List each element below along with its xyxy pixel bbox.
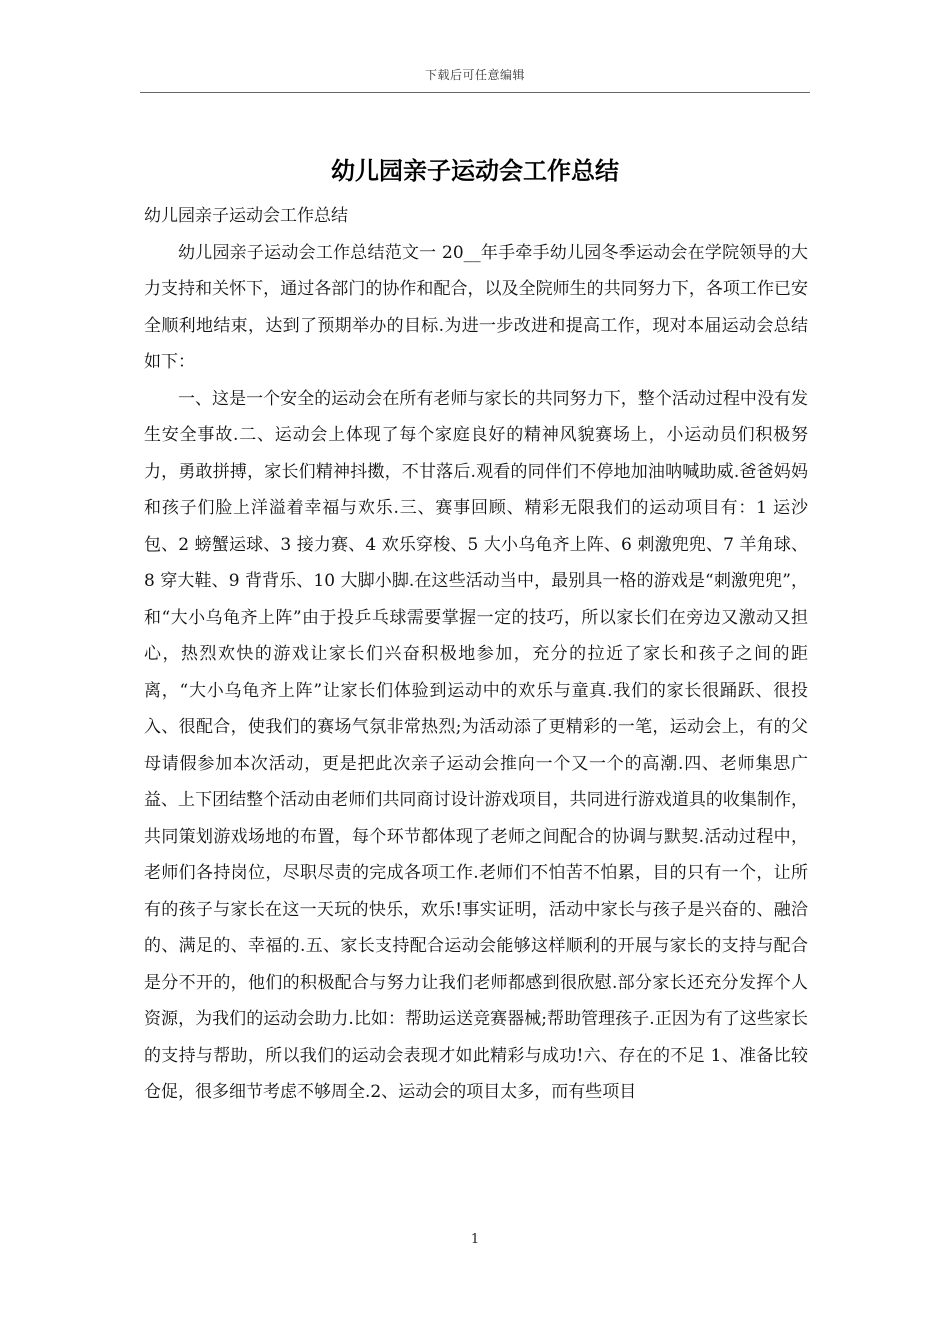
- document-title: 幼儿园亲子运动会工作总结: [331, 156, 619, 185]
- header-divider: [140, 92, 810, 93]
- paragraph-main: 一、这是一个安全的运动会在所有老师与家长的共同努力下，整个活动过程中没有发生安全事故.二、运动会上体现了每个家庭良好的精神风貌赛场上，小运动员们积极努力，勇敢拼搏，家长们精神抖擞，不甘落后.观看的同伴们不停地加油呐喊助威.爸爸妈妈和孩子们脸上洋溢着幸福与欢乐.三、赛事回顾、精彩无限我们的运动项目有：1 运沙包、2 螃蟹运球、3 接力赛、4 欢乐穿梭、5 大小乌龟齐上阵、6 刺激兜兜、7 羊角球、8 穿大鞋、9 背背乐、10 大脚小脚.在这些活动当中，最别具一格的游戏是“刺激兜兜”，和“大小乌龟齐上阵”由于投乒乓球需要掌握一定的技巧，所以家长们在旁边又激动又担心，热烈欢快的游戏让家长们兴奋积极地参加，充分的拉近了家长和孩子之间的距离，“大小乌龟齐上阵”让家长们体验到运动中的欢乐与童真.我们的家长很踊跃、很投入、很配合，使我们的赛场气氛非常热烈;为活动添了更精彩的一笔，运动会上，有的父母请假参加本次活动，更是把此次亲子运动会推向一个又一个的高潮.四、老师集思广益、上下团结整个活动由老师们共同商讨设计游戏项目，共同进行游戏道具的收集制作，共同策划游戏场地的布置，每个环节都体现了老师之间配合的协调与默契.活动过程中，老师们各持岗位，尽职尽责的完成各项工作.老师们不怕苦不怕累，目的只有一个，让所有的孩子与家长在这一天玩的快乐，欢乐!事实证明，活动中家长与孩子是兴奋的、融洽的、满足的、幸福的.五、家长支持配合运动会能够这样顺利的开展与家长的支持与配合是分不开的，他们的积极配合与努力让我们老师都感到很欣慰.部分家长还充分发挥个人资源，为我们的运动会助力.比如：帮助运送竞赛器械;帮助管理孩子.正因为有了这些家长的支持与帮助，所以我们的运动会表现才如此精彩与成功!六、存在的不足 1、准备比较仓促，很多细节考虑不够周全.2、运动会的项目太多，而有些项目: [144, 388, 808, 1102]
- paragraph-intro: 幼儿园亲子运动会工作总结范文一 20__年手牵手幼儿园冬季运动会在学院领导的大力支持和关怀下，通过各部门的协作和配合，以及全院师生的共同努力下，各项工作已安全顺利地结束，达到了预期举办的目标.为进一步改进和提高工作，现对本届运动会总结如下：: [144, 242, 808, 372]
- page-number: 1: [470, 1232, 480, 1247]
- document-body: [144, 198, 808, 1111]
- document-subtitle: 幼儿园亲子运动会工作总结: [144, 206, 348, 226]
- header-note: 下载后可任意编辑: [424, 68, 525, 82]
